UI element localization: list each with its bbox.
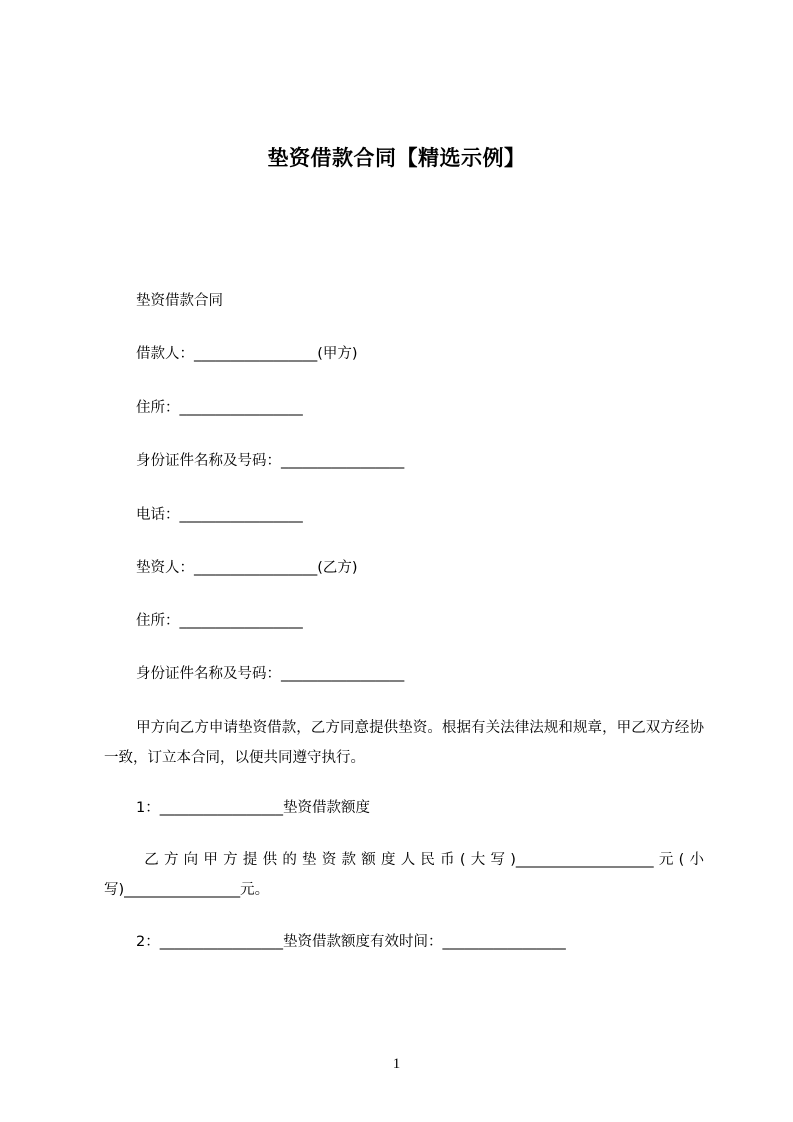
clause-2-line: 2：_________________垫资借款额度有效时间：_________________	[136, 934, 566, 950]
lender-id-line: 身份证件名称及号码：_________________	[136, 666, 405, 682]
amount-text: 乙方向甲方提供的垫资款额度人民币(大写)___________________元(小写)________________元。	[104, 852, 704, 898]
intro-text: 甲方向乙方申请垫资借款，乙方同意提供垫资。根据有关法律法规和规章，甲乙双方经协一致，订立本合同，以便共同遵守执行。	[104, 720, 704, 766]
intro-paragraph	[104, 713, 704, 773]
amount-paragraph	[104, 845, 704, 905]
borrower-address-line: 住所：_________________	[136, 400, 303, 416]
clause-1-line: 1：_________________垫资借款额度	[136, 800, 370, 816]
borrower-id-line: 身份证件名称及号码：_________________	[136, 453, 405, 469]
borrower-line: 借款人：_________________(甲方)	[136, 346, 358, 362]
lender-line: 垫资人：_________________(乙方)	[136, 560, 358, 576]
lender-address-line: 住所：_________________	[136, 613, 303, 629]
page-number: 1	[392, 1056, 401, 1072]
document-title: 垫资借款合同【精选示例】	[267, 146, 526, 170]
phone-line: 电话：_________________	[136, 507, 303, 523]
contract-heading: 垫资借款合同	[136, 293, 223, 309]
